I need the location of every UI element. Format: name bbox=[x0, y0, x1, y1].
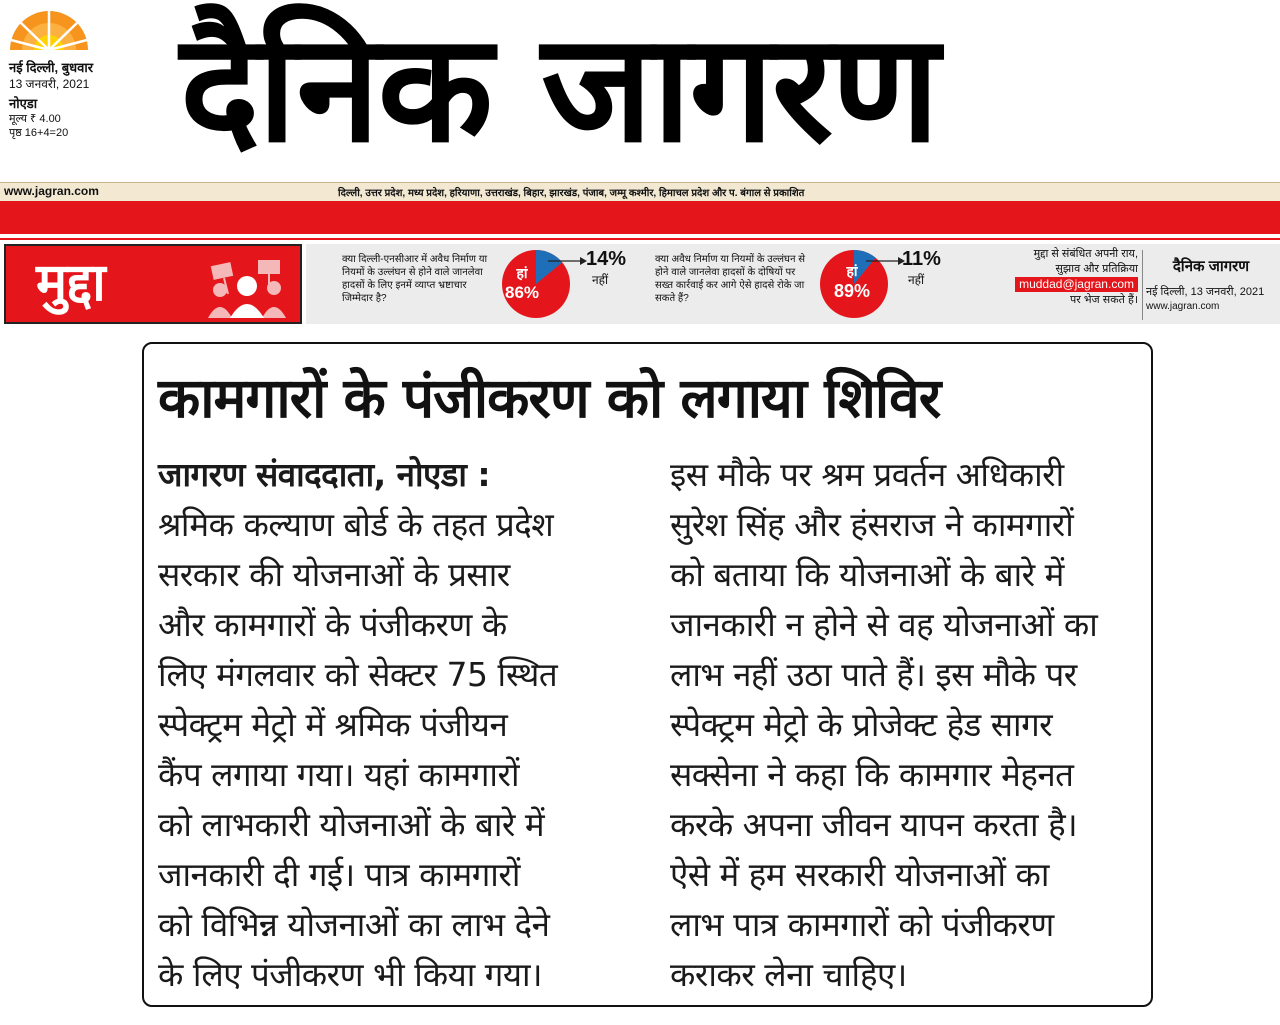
article-line: को बताया कि योजनाओं के बारे में bbox=[670, 555, 1064, 594]
article-line: के लिए पंजीकरण भी किया गया। bbox=[158, 955, 543, 994]
poll-no-percent: 11% bbox=[902, 248, 941, 270]
article-byline: जागरण संवाददाता, नोएडा : bbox=[158, 455, 491, 494]
pointer-arrow-icon bbox=[866, 254, 906, 268]
article-line: करके अपना जीवन यापन करता है। bbox=[670, 805, 1078, 844]
newspaper-title: दैनिक जागरण bbox=[180, 2, 938, 176]
article-line: सरकार की योजनाओं के प्रसार bbox=[158, 555, 510, 594]
article-line: लाभ पात्र कामगारों को पंजीकरण bbox=[670, 905, 1054, 944]
article-line: लाभ नहीं उठा पाते हैं। इस मौके पर bbox=[670, 655, 1077, 694]
poll-no bbox=[586, 248, 626, 288]
website-link[interactable]: www.jagran.com bbox=[4, 184, 99, 198]
poll-no bbox=[902, 248, 941, 288]
brand-name: दैनिक जागरण bbox=[1172, 258, 1250, 275]
poll-yes-label bbox=[826, 262, 878, 302]
article-line: कैंप लगाया गया। यहां कामगारों bbox=[158, 755, 520, 794]
poll-no-label: नहीं bbox=[592, 273, 609, 287]
brand-url[interactable]: www.jagran.com bbox=[1146, 301, 1220, 312]
article-line: श्रमिक कल्याण बोर्ड के तहत प्रदेश bbox=[158, 505, 554, 544]
poll-question: क्या दिल्ली-एनसीआर में अवैध निर्माण या नियमों के उल्लंघन से होने वाले जानलेवा हादसों के लिए इनमें व्याप्त भ्रष्टाचार जिम्मेदार है? bbox=[342, 254, 488, 304]
article-line: और कामगारों के पंजीकरण के bbox=[158, 605, 507, 644]
article-line: स्पेक्ट्रम मेट्रो में श्रमिक पंजीयन bbox=[158, 705, 508, 744]
mudda-label: मुद्दा bbox=[36, 253, 106, 313]
article-line: जानकारी दी गई। पात्र कामगारों bbox=[158, 855, 520, 894]
article-line: स्पेक्ट्रम मेट्रो के प्रोजेक्ट हेड सागर bbox=[670, 705, 1053, 744]
edition-location: नोएडा bbox=[9, 96, 38, 111]
article-box bbox=[142, 342, 1153, 1007]
article-column-2 bbox=[670, 450, 1140, 1000]
poll-question: क्या अवैध निर्माण या नियमों के उल्लंघन से होने वाले जानलेवा हादसों के दोषियों पर सख्त कार्रवाई कर आगे ऐसे हादसे रोके जा सकते हैं? bbox=[655, 254, 806, 304]
article-line: कराकर लेना चाहिए। bbox=[670, 955, 907, 994]
poll-yes-label bbox=[500, 264, 544, 303]
poll-yes-percent: 89% bbox=[833, 281, 871, 301]
edition-date: 13 जनवरी, 2021 bbox=[9, 77, 90, 91]
article-line: सुरेश सिंह और हंसराज ने कामगारों bbox=[670, 505, 1074, 544]
poll-yes-text: हां bbox=[516, 265, 528, 281]
article-line: ऐसे में हम सरकारी योजनाओं का bbox=[670, 855, 1049, 894]
divider bbox=[1142, 250, 1143, 320]
red-band bbox=[0, 201, 1280, 234]
brand-date: नई दिल्ली, 13 जनवरी, 2021 bbox=[1146, 286, 1265, 298]
edition-pages: पृष्ठ 16+4=20 bbox=[9, 127, 69, 139]
article-line: को विभिन्न योजनाओं का लाभ देने bbox=[158, 905, 550, 944]
mudda-banner bbox=[4, 244, 302, 324]
brand-block bbox=[1146, 256, 1276, 312]
poll-no-percent: 14% bbox=[586, 248, 627, 270]
article-line: सक्सेना ने कहा कि कामगार मेहनत bbox=[670, 755, 1074, 794]
article-headline: कामगारों के पंजीकरण को लगाया शिविर bbox=[158, 366, 941, 430]
mudda-contact bbox=[988, 247, 1138, 308]
poll-yes-percent: 86% bbox=[504, 283, 540, 302]
divider bbox=[0, 238, 1280, 240]
article-line: लिए मंगलवार को सेक्टर 75 स्थित bbox=[158, 655, 558, 694]
edition-city: नई दिल्ली, बुधवार bbox=[9, 60, 94, 75]
contact-line: सुझाव और प्रतिक्रिया bbox=[1055, 263, 1138, 275]
masthead-strip bbox=[0, 182, 1280, 201]
contact-line: मुद्दा से संबंधित अपनी राय, bbox=[1033, 248, 1138, 260]
poll-yes-text: हां bbox=[846, 263, 858, 279]
contact-line: पर भेज सकते हैं। bbox=[1070, 294, 1138, 306]
article-line: जानकारी न होने से वह योजनाओं का bbox=[670, 605, 1098, 644]
sun-logo-icon bbox=[8, 6, 90, 50]
article-line: इस मौके पर श्रम प्रवर्तन अधिकारी bbox=[670, 455, 1064, 494]
article-line: को लाभकारी योजनाओं के बारे में bbox=[158, 805, 545, 844]
published-from: दिल्ली, उत्तर प्रदेश, मध्य प्रदेश, हरियाणा, उत्तराखंड, बिहार, झारखंड, पंजाब, जम्मू कश्मीर, हिमाचल प्रदेश और प. बंगाल से प्रकाशित bbox=[338, 188, 805, 199]
pointer-arrow-icon bbox=[548, 254, 588, 268]
edition-info bbox=[9, 60, 149, 140]
protest-people-icon bbox=[206, 256, 288, 318]
contact-email-link[interactable]: muddad@jagran.com bbox=[1015, 277, 1138, 292]
poll-no-label: नहीं bbox=[908, 273, 925, 287]
article-column-1 bbox=[158, 450, 628, 1000]
edition-price: मूल्य ₹ 4.00 bbox=[9, 113, 61, 125]
